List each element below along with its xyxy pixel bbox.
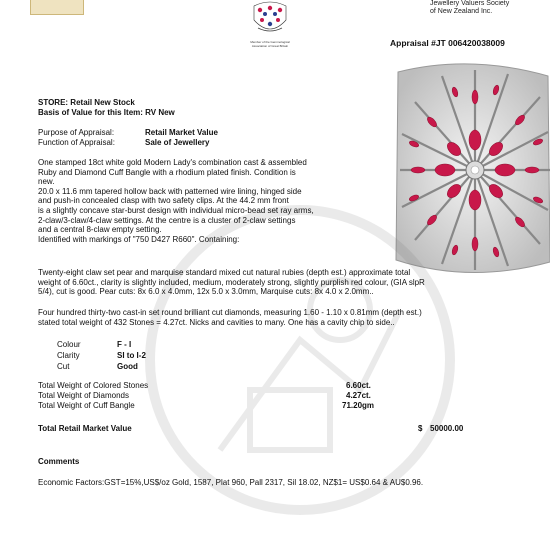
description-line: 2-claw/3-claw/4-claw settings. At the centre is a cluster of 2-claw settings: [38, 215, 296, 225]
society-name: [430, 0, 509, 16]
colour-value: F - I: [117, 340, 132, 349]
weight-colored-value: 6.60ct.: [346, 381, 371, 390]
rubies-line: weight of 6.60ct., clarity is slightly included, medium, moderately strong, slightly purplish red colour, (GIA slpR: [38, 277, 425, 287]
cut-label: Cut: [57, 362, 70, 371]
cut-value: Good: [117, 362, 138, 371]
rubies-line: 5/4), cut is good. Pear cuts: 8x 6.0 x 4.0mm, 12x 5.0 x 3.0mm, Marquise cuts: 8x 4.0 x 2.0mm..: [38, 287, 374, 297]
description-line: and push-in concealed clasp with two safety clips. At the 44.2 mm front: [38, 196, 289, 206]
description-line: One stamped 18ct white gold Modern Lady's combination cast & assembled: [38, 158, 307, 167]
company-logo-tab: [30, 0, 84, 15]
rubies-block: [38, 268, 425, 297]
total-amount: 50000.00: [430, 424, 464, 433]
diamonds-line: stated total weight of 432 Stones = 4.27ct. Nicks and cavities to many. One has a cavity chip to side..: [38, 317, 395, 327]
society-line-2: of New Zealand Inc.: [430, 8, 493, 15]
association-crest-icon: [248, 0, 292, 38]
economic-factors: Economic Factors:GST=15%,US$/oz Gold, 1587, Plat 960, Pall 2317, Sil 18.02, NZ$1= US$0.64 & AU$0.96.: [38, 478, 424, 487]
description-line: is a slightly concave star-burst design with individual micro-bead set ray arms,: [38, 205, 314, 215]
description-line: Ruby and Diamond Cuff Bangle with a rhodium plated finish. Condition is: [38, 167, 296, 177]
total-currency: $: [418, 424, 423, 433]
appraisal-number: Appraisal #JT 006420038009: [390, 38, 505, 48]
description-line: and a central 8-claw empty setting.: [38, 225, 162, 235]
description-line: Identified with markings of "750 D427 R660". Containing:: [38, 234, 240, 244]
description-line: 20.0 x 11.6 mm tapered hollow back with patterned wire lining, hinged side: [38, 186, 302, 196]
description-line: new.: [38, 177, 55, 187]
comments-heading: Comments: [38, 457, 80, 466]
colour-label: Colour: [57, 340, 81, 349]
clarity-label: Clarity: [57, 351, 80, 360]
association-caption: Member of the Gemmological Association of Great Britain: [250, 40, 290, 48]
weight-diamonds-value: 4.27ct.: [346, 391, 371, 400]
clarity-value: SI to I-2: [117, 351, 146, 360]
purpose-value: Retail Market Value: [145, 128, 218, 137]
weight-bangle-label: Total Weight of Cuff Bangle: [38, 401, 135, 410]
basis-of-value: Basis of Value for this Item: RV New: [38, 108, 175, 117]
function-value: Sale of Jewellery: [145, 138, 210, 147]
store-label: STORE: Retail New Stock: [38, 98, 135, 107]
weight-colored-label: Total Weight of Colored Stones: [38, 381, 149, 390]
diamonds-line: Four hundred thirty-two cast-in set round brilliant cut diamonds, measuring 1.60 - 1.10 x 0.81mm (depth est.): [38, 308, 422, 317]
description-block: [38, 158, 314, 244]
diamonds-block: [38, 308, 422, 327]
function-label: Function of Appraisal:: [38, 138, 115, 147]
purpose-label: Purpose of Appraisal:: [38, 128, 115, 137]
rubies-line: Twenty-eight claw set pear and marquise standard mixed cut natural rubies (depth est.) approximate total: [38, 268, 411, 277]
weight-diamonds-label: Total Weight of Diamonds: [38, 391, 130, 400]
weight-bangle-value: 71.20gm: [342, 401, 375, 410]
society-line-1: Jewellery Valuers Society: [430, 0, 510, 7]
total-label: Total Retail Market Value: [38, 424, 132, 433]
